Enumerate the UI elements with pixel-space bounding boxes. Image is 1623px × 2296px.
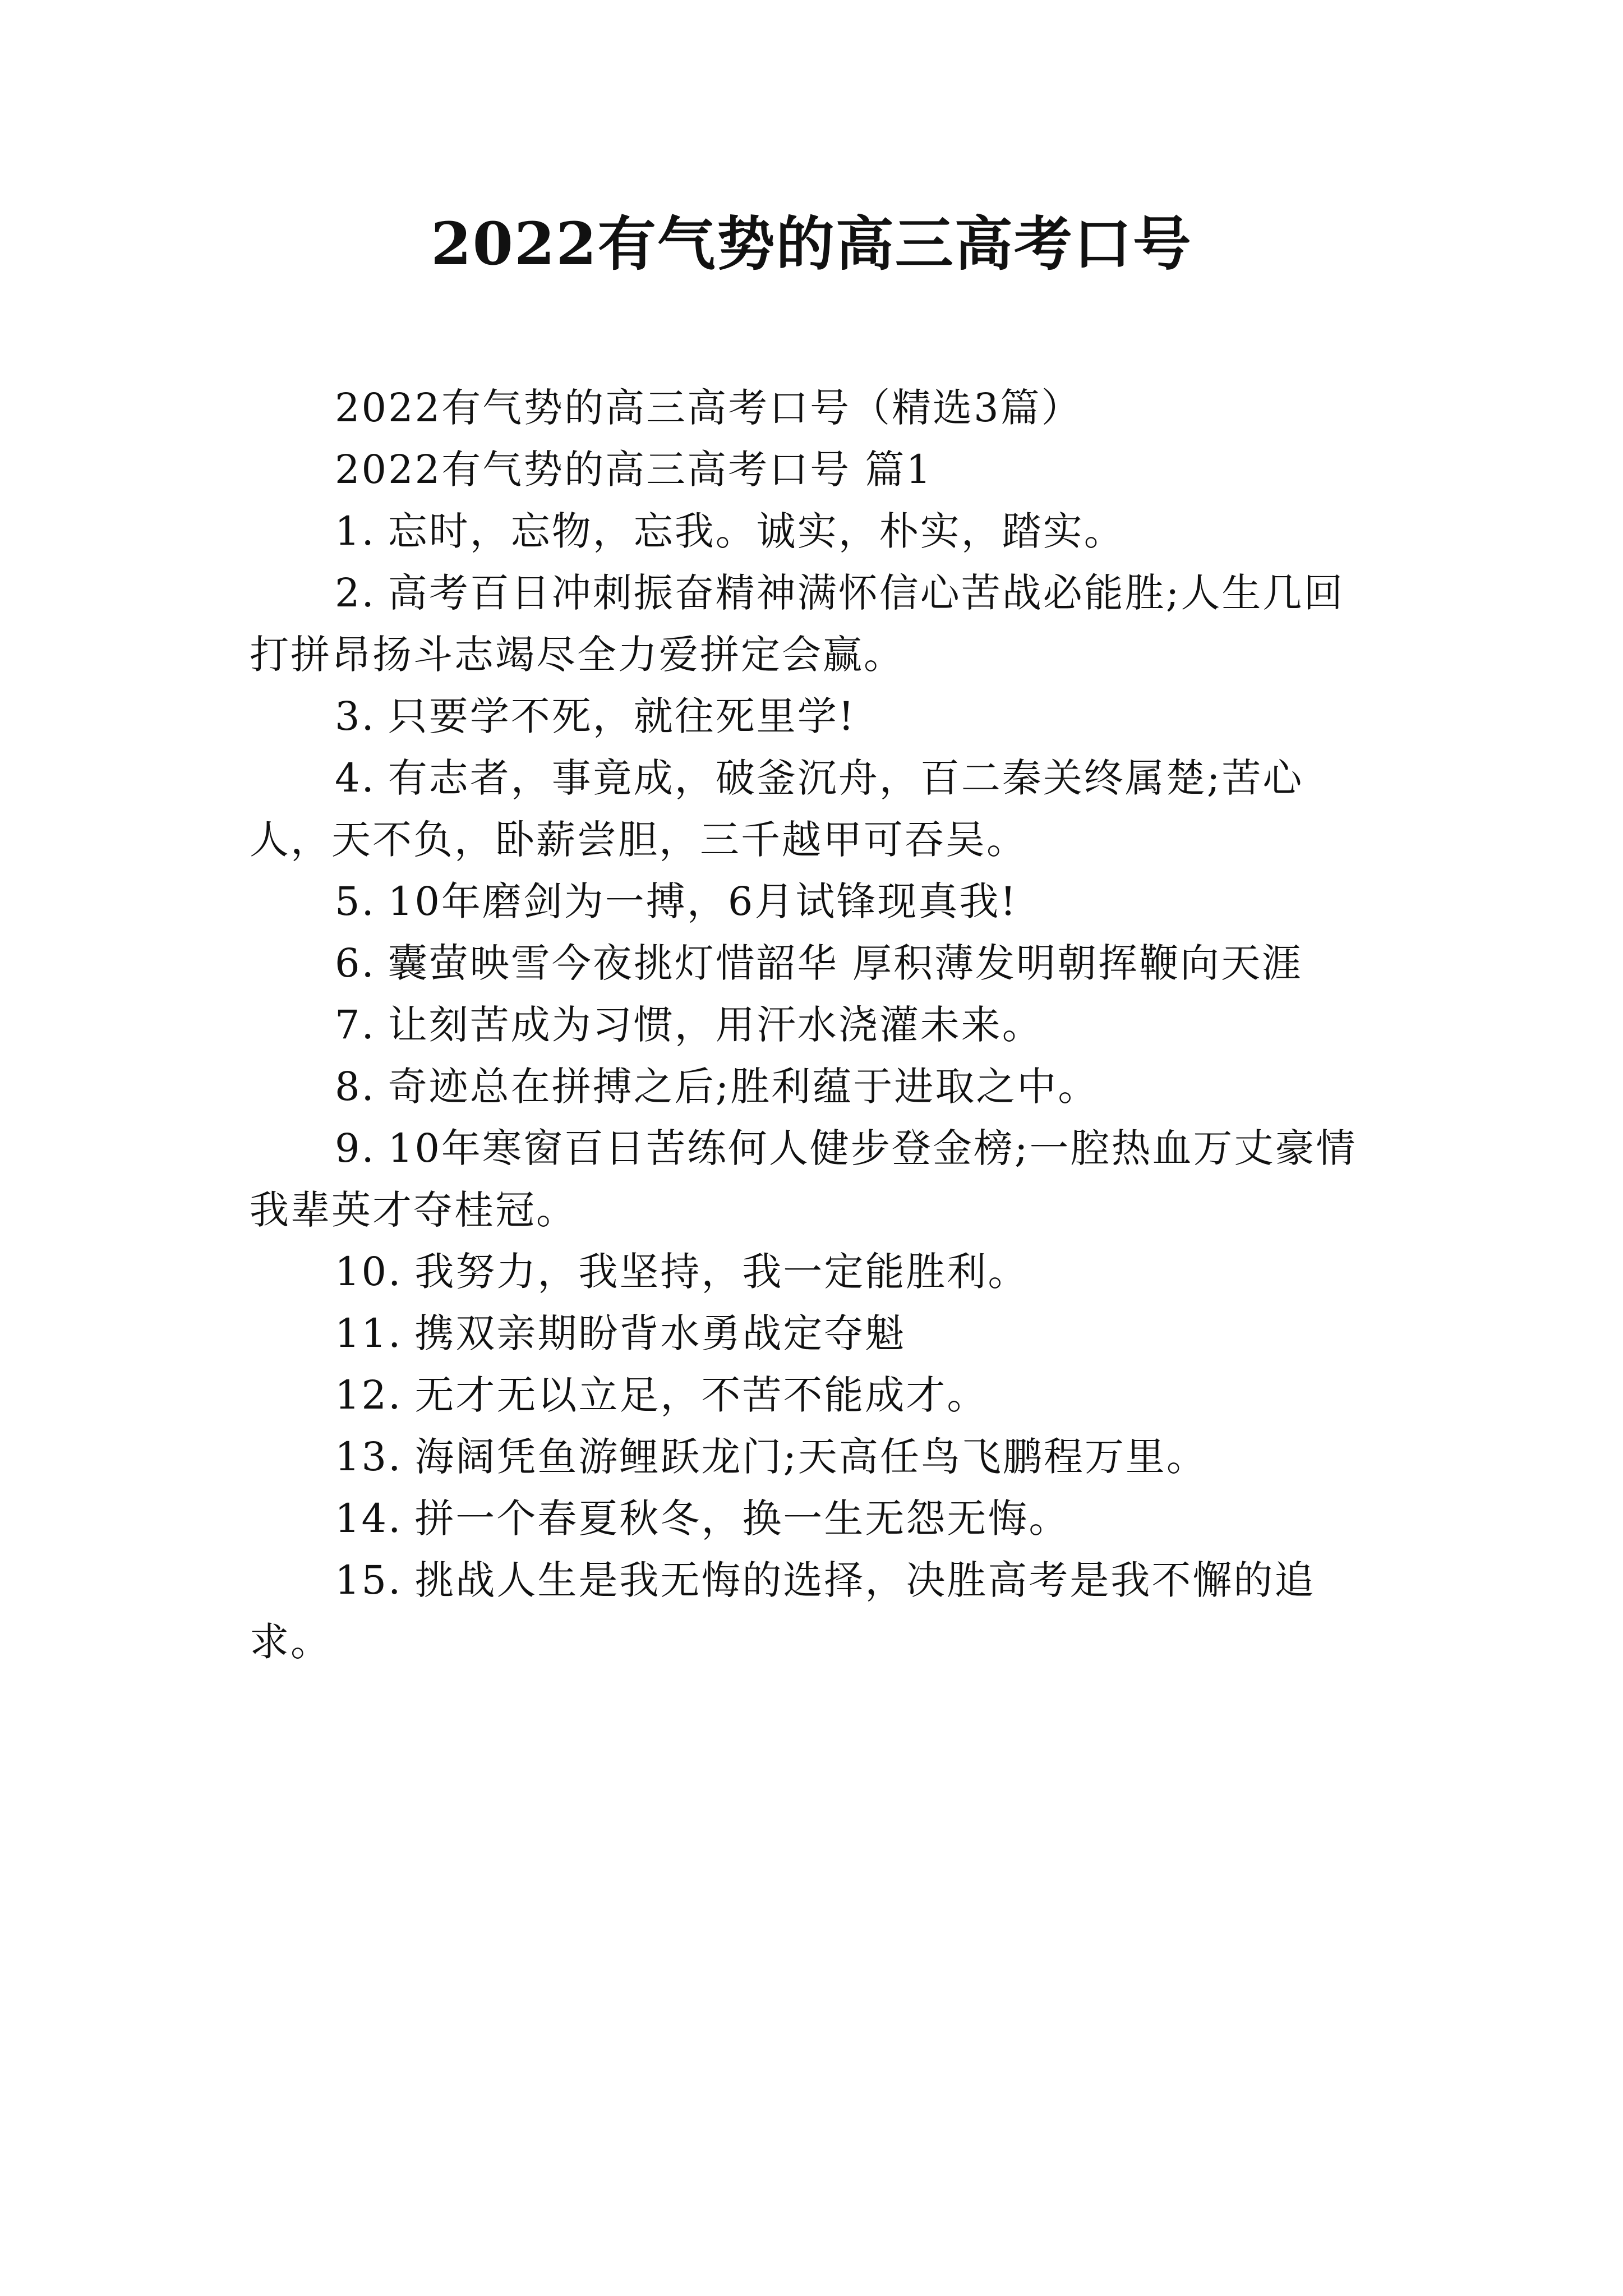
item-number: 8. — [335, 1064, 376, 1110]
item-number: 7. — [335, 1002, 376, 1048]
slogan-item — [250, 1426, 1382, 1488]
item-number: 11. — [335, 1310, 403, 1356]
item-number: 15. — [335, 1557, 403, 1603]
item-text: 海阔凭鱼游鲤跃龙门;天高任鸟飞鹏程万里。 — [414, 1434, 1207, 1480]
slogan-item — [250, 1241, 1382, 1303]
item-number: 2. — [335, 570, 376, 616]
item-text: 有志者，事竟成，破釜沉舟，百二秦关终属楚;苦心人，天不负，卧薪尝胆，三千越甲可吞吴。 — [250, 755, 1304, 863]
slogan-item — [250, 562, 1382, 685]
slogan-item — [250, 500, 1382, 562]
document-title: 2022有气势的高三高考口号 — [431, 209, 1192, 278]
document-body — [250, 377, 1382, 1673]
item-text: 我努力，我坚持，我一定能胜利。 — [414, 1249, 1029, 1295]
slogan-item — [250, 1364, 1382, 1426]
item-number: 9. — [335, 1125, 376, 1171]
slogan-item — [250, 871, 1382, 932]
item-number: 14. — [335, 1496, 403, 1542]
item-number: 3. — [335, 693, 376, 739]
item-number: 5. — [335, 878, 376, 924]
item-text: 奇迹总在拼搏之后;胜利蕴于进取之中。 — [388, 1064, 1099, 1110]
item-number: 13. — [335, 1434, 403, 1480]
item-text: 忘时，忘物，忘我。诚实，朴实，踏实。 — [388, 508, 1125, 554]
slogan-item — [250, 747, 1382, 871]
item-text: 携双亲期盼背水勇战定夺魁 — [414, 1310, 906, 1356]
slogan-item — [250, 1303, 1382, 1364]
intro-line: 2022有气势的高三高考口号（精选3篇） — [335, 385, 1082, 431]
slogan-item — [250, 1549, 1382, 1673]
slogan-item — [250, 1488, 1382, 1549]
item-text: 让刻苦成为习惯，用汗水浇灌未来。 — [388, 1002, 1043, 1048]
item-text: 高考百日冲刺振奋精神满怀信心苦战必能胜;人生几回打拼昂扬斗志竭尽全力爱拼定会赢。 — [250, 570, 1345, 678]
item-text: 囊萤映雪今夜挑灯惜韶华 厚积薄发明朝挥鞭向天涯 — [388, 940, 1303, 986]
slogan-item — [250, 932, 1382, 994]
item-number: 12. — [335, 1372, 403, 1418]
section-heading: 2022有气势的高三高考口号 篇1 — [335, 447, 933, 493]
slogan-item — [250, 1117, 1382, 1241]
slogan-item — [250, 1056, 1382, 1117]
item-text: 10年寒窗百日苦练何人健步登金榜;一腔热血万丈豪情我辈英才夺桂冠。 — [250, 1125, 1357, 1233]
item-number: 6. — [335, 940, 376, 986]
slogan-item — [250, 994, 1382, 1056]
item-text: 无才无以立足，不苦不能成才。 — [414, 1372, 988, 1418]
item-text: 只要学不死，就往死里学! — [388, 693, 856, 739]
slogan-item — [250, 685, 1382, 747]
item-number: 10. — [335, 1249, 403, 1295]
item-number: 4. — [335, 755, 376, 801]
item-text: 拼一个春夏秋冬，换一生无怨无悔。 — [414, 1496, 1070, 1542]
item-number: 1. — [335, 508, 376, 554]
item-text: 挑战人生是我无悔的选择，决胜高考是我不懈的追求。 — [250, 1557, 1316, 1665]
item-text: 10年磨剑为一搏，6月试锋现真我! — [388, 878, 1018, 924]
